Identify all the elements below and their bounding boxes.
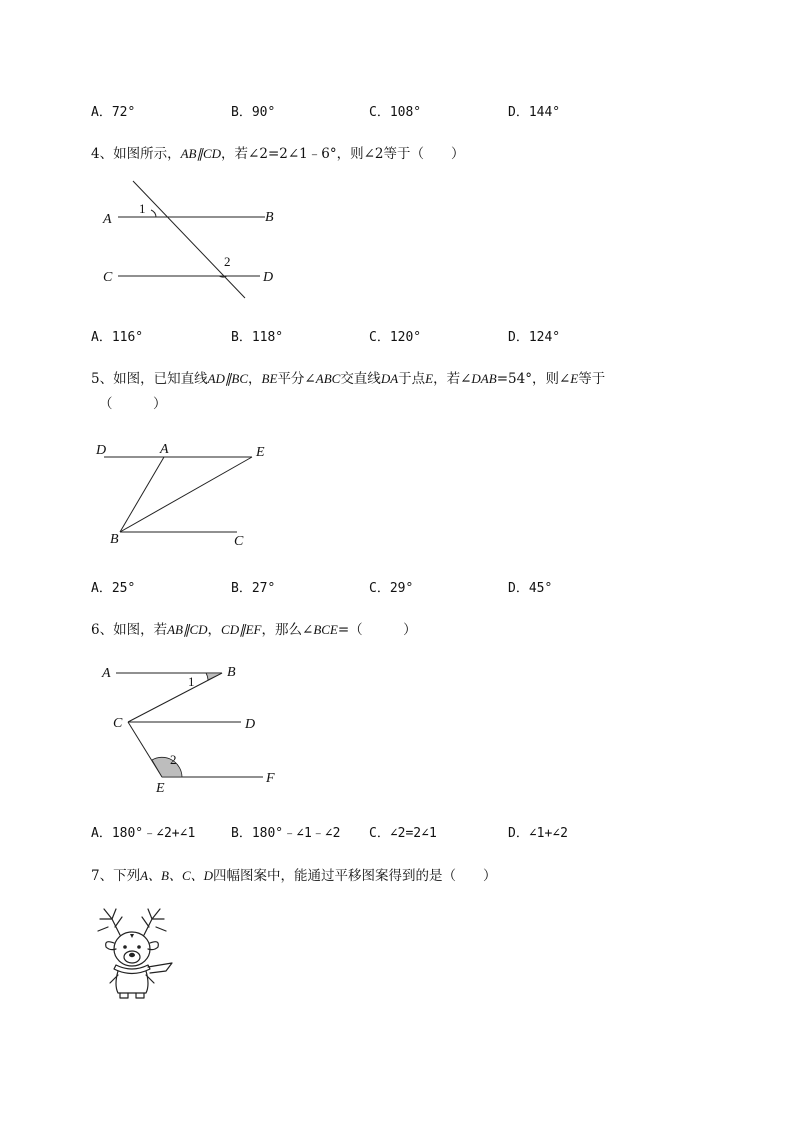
q6-label-f: F [266, 771, 275, 786]
q6-label-b: B [227, 665, 236, 680]
q6-stem: 6、如图，若AB∥CD，CD∥EF，那么∠BCE=（ ） [91, 622, 417, 638]
q6-label-a: A [102, 666, 111, 681]
q3-option-b: B．90° [231, 105, 276, 120]
q5-label-c: C [234, 534, 244, 549]
q4-label-d: D [263, 270, 274, 285]
q5-stem-line2: （ ） [99, 396, 167, 412]
q5-option-d: D．45° [508, 581, 553, 596]
q5-option-c: C．29° [369, 581, 414, 596]
q4-option-c: C．120° [369, 330, 422, 345]
q6-option-c: C．∠2=2∠1 [369, 826, 437, 841]
q4-option-a: A．116° [91, 330, 144, 345]
q4-label-b: B [265, 210, 274, 225]
q6-option-d: D．∠1+∠2 [508, 826, 568, 841]
q7-stem: 7、下列A、B、C、D四幅图案中，能通过平移图案得到的是（ ） [91, 868, 497, 884]
q5-figure [92, 438, 282, 553]
q6-label-angle1: 1 [188, 674, 195, 689]
q5-option-b: B．27° [231, 581, 276, 596]
q6-option-b: B．180°﹣∠1﹣∠2 [231, 826, 341, 841]
q5-label-d: D [96, 443, 107, 458]
q3-option-a: A．72° [91, 105, 136, 120]
q4-option-b: B．118° [231, 330, 284, 345]
q5-stem: 5、如图，已知直线AD∥BC，BE平分∠ABC交直线DA于点E，若∠DAB=54°，则∠E等于 [91, 371, 606, 387]
q5-label-b: B [110, 532, 119, 547]
q4-figure [95, 175, 285, 310]
q6-label-c: C [113, 716, 123, 731]
q4-label-angle2: 2 [224, 254, 231, 269]
q4-stem: 4、如图所示，AB∥CD，若∠2=2∠1﹣6°，则∠2等于（ ） [91, 146, 465, 162]
q4-label-a: A [103, 212, 112, 227]
q5-label-a: A [160, 442, 169, 457]
q6-label-e: E [156, 781, 165, 796]
q3-option-c: C．108° [369, 105, 422, 120]
q6-label-angle2: 2 [170, 752, 177, 767]
q6-label-d: D [245, 717, 256, 732]
q4-option-d: D．124° [508, 330, 561, 345]
q4-label-angle1: 1 [139, 201, 146, 216]
q4-label-c: C [103, 270, 113, 285]
q3-option-d: D．144° [508, 105, 561, 120]
q5-option-a: A．25° [91, 581, 136, 596]
q6-option-a: A．180°﹣∠2+∠1 [91, 826, 196, 841]
q6-figure [98, 660, 288, 795]
q5-label-e: E [256, 445, 265, 460]
deer-illustration [92, 905, 182, 1000]
